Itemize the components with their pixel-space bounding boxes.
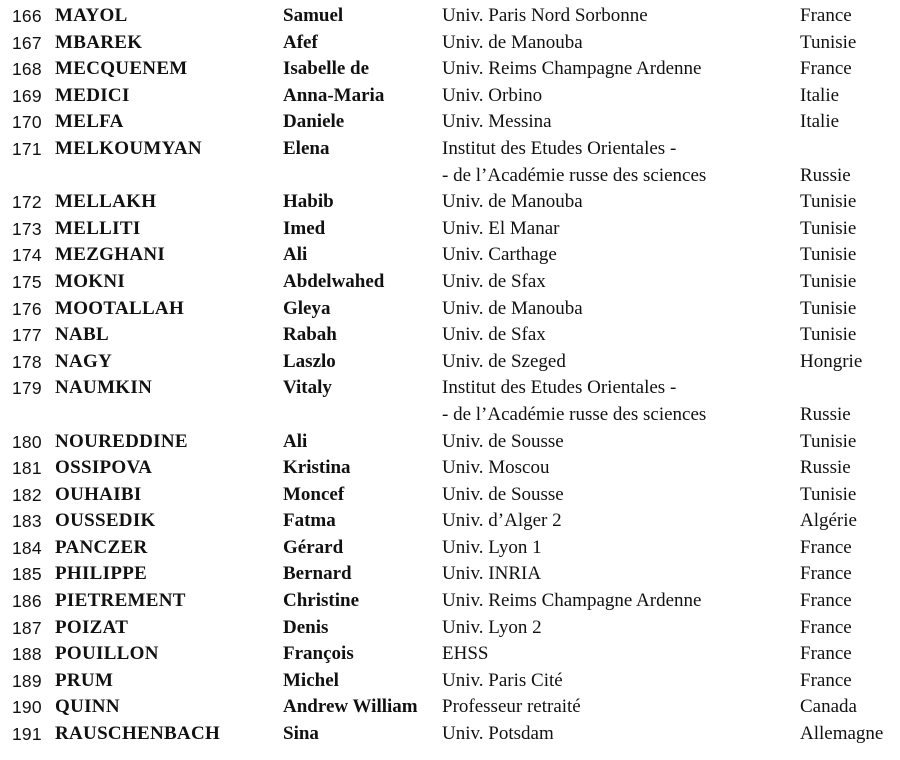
- surname: POUILLON: [55, 643, 159, 665]
- table-row: [0, 296, 900, 323]
- surname: MEZGHANI: [55, 244, 166, 266]
- table-row: [0, 163, 900, 190]
- institution: Univ. Potsdam: [442, 723, 554, 745]
- first-name: Fatma: [283, 510, 336, 532]
- first-name: Sina: [283, 723, 319, 745]
- country: Italie: [800, 111, 840, 133]
- surname: MELLITI: [55, 217, 141, 239]
- first-name: Ali: [283, 244, 308, 266]
- surname: NABL: [55, 324, 109, 346]
- table-row: [0, 694, 900, 721]
- surname: PANCZER: [55, 536, 148, 558]
- table-row: [0, 269, 900, 296]
- row-number: 168: [12, 59, 42, 80]
- first-name: Isabelle de: [283, 58, 370, 80]
- institution: Univ. Paris Nord Sorbonne: [442, 5, 648, 26]
- surname: OUHAIBI: [55, 483, 142, 505]
- row-number: 188: [12, 644, 42, 665]
- institution: Institut des Etudes Orientales -: [442, 137, 677, 159]
- row-number: 171: [12, 138, 42, 159]
- surname: POIZAT: [55, 616, 129, 638]
- institution: Univ. Lyon 1: [442, 536, 542, 558]
- surname: OSSIPOVA: [55, 457, 153, 479]
- row-number: 187: [12, 617, 42, 638]
- surname: PHILIPPE: [55, 563, 148, 585]
- table-row: [0, 508, 900, 535]
- country: Allemagne: [800, 723, 884, 745]
- row-number: 177: [12, 325, 42, 346]
- row-number: 191: [12, 724, 42, 745]
- surname: MBAREK: [55, 31, 143, 53]
- institution: Univ. El Manar: [442, 217, 560, 239]
- country: France: [800, 563, 852, 585]
- table-row: [0, 3, 900, 30]
- surname: OUSSEDIK: [55, 510, 156, 532]
- table-row: [0, 482, 900, 509]
- first-name: Anna-Maria: [283, 84, 385, 106]
- first-name: Bernard: [283, 563, 352, 585]
- table-row: [0, 349, 900, 376]
- country: Tunisie: [800, 244, 857, 266]
- surname: MECQUENEM: [55, 58, 188, 80]
- surname: MAYOL: [55, 5, 128, 26]
- table-row: [0, 429, 900, 456]
- institution: Univ. de Sfax: [442, 324, 546, 346]
- country: France: [800, 643, 852, 665]
- table-row: [0, 136, 900, 163]
- first-name: Vitaly: [283, 377, 332, 399]
- first-name: Ali: [283, 430, 308, 452]
- table-row: [0, 216, 900, 243]
- table-row: [0, 375, 900, 402]
- first-name: Afef: [283, 31, 318, 53]
- country: Russie: [800, 403, 851, 425]
- country: France: [800, 669, 852, 691]
- surname: NAGY: [55, 350, 113, 372]
- table-row: [0, 242, 900, 269]
- first-name: Denis: [283, 616, 329, 638]
- institution: Univ. Reims Champagne Ardenne: [442, 58, 702, 80]
- surname: QUINN: [55, 696, 120, 718]
- institution: Univ. de Sousse: [442, 483, 564, 505]
- first-name: Christine: [283, 590, 359, 612]
- table-row: [0, 322, 900, 349]
- row-number: 173: [12, 218, 42, 239]
- surname: RAUSCHENBACH: [55, 723, 221, 745]
- first-name: François: [283, 643, 354, 665]
- table-row: [0, 588, 900, 615]
- row-number: 190: [12, 697, 42, 718]
- first-name: Michel: [283, 669, 339, 691]
- country: Tunisie: [800, 270, 857, 292]
- table-row: [0, 30, 900, 57]
- row-number: 179: [12, 378, 42, 399]
- country: France: [800, 58, 852, 80]
- institution: Univ. de Manouba: [442, 297, 583, 319]
- country: Algérie: [800, 510, 857, 532]
- country: France: [800, 5, 852, 26]
- participant-list: [0, 3, 900, 748]
- country: Tunisie: [800, 191, 857, 213]
- row-number: 180: [12, 431, 42, 452]
- first-name: Gleya: [283, 297, 331, 319]
- country: Canada: [800, 696, 857, 718]
- country: Tunisie: [800, 297, 857, 319]
- first-name: Elena: [283, 137, 330, 159]
- institution: Univ. Orbino: [442, 84, 543, 106]
- country: Italie: [800, 84, 840, 106]
- country: Hongrie: [800, 350, 863, 372]
- institution: Univ. Reims Champagne Ardenne: [442, 590, 702, 612]
- first-name: Andrew William: [283, 696, 418, 718]
- institution: Univ. INRIA: [442, 563, 542, 585]
- institution: Univ. de Sfax: [442, 270, 546, 292]
- table-row: [0, 668, 900, 695]
- row-number: 174: [12, 245, 42, 266]
- first-name: Gérard: [283, 536, 344, 558]
- first-name: Moncef: [283, 483, 345, 505]
- first-name: Daniele: [283, 111, 345, 133]
- row-number: 182: [12, 484, 42, 505]
- institution: Univ. Lyon 2: [442, 616, 542, 638]
- row-number: 178: [12, 351, 42, 372]
- institution: Univ. Paris Cité: [442, 669, 563, 691]
- table-row: [0, 109, 900, 136]
- table-row: [0, 721, 900, 748]
- table-row: [0, 561, 900, 588]
- country: France: [800, 590, 852, 612]
- country: Tunisie: [800, 217, 857, 239]
- surname: MELLAKH: [55, 191, 157, 213]
- row-number: 170: [12, 112, 42, 133]
- first-name: Samuel: [283, 5, 344, 26]
- institution: Institut des Etudes Orientales -: [442, 377, 677, 399]
- table-row: [0, 535, 900, 562]
- row-number: 186: [12, 591, 42, 612]
- country: Tunisie: [800, 31, 857, 53]
- row-number: 189: [12, 670, 42, 691]
- institution: Univ. d’Alger 2: [442, 510, 562, 532]
- table-row: [0, 641, 900, 668]
- first-name: Rabah: [283, 324, 337, 346]
- institution: Univ. Moscou: [442, 457, 550, 479]
- first-name: Imed: [283, 217, 326, 239]
- country: Tunisie: [800, 430, 857, 452]
- row-number: 167: [12, 32, 42, 53]
- table-row: [0, 56, 900, 83]
- institution: Univ. de Sousse: [442, 430, 564, 452]
- surname: MELKOUMYAN: [55, 137, 202, 159]
- country: Tunisie: [800, 483, 857, 505]
- row-number: 183: [12, 511, 42, 532]
- row-number: 172: [12, 192, 42, 213]
- surname: MOKNI: [55, 270, 126, 292]
- row-number: 175: [12, 271, 42, 292]
- table-row: [0, 83, 900, 110]
- table-row: [0, 189, 900, 216]
- row-number: 169: [12, 85, 42, 106]
- first-name: Laszlo: [283, 350, 336, 372]
- row-number: 185: [12, 564, 42, 585]
- institution: Professeur retraité: [442, 696, 581, 718]
- first-name: Kristina: [283, 457, 351, 479]
- country: France: [800, 536, 852, 558]
- institution: EHSS: [442, 643, 489, 665]
- row-number: 181: [12, 458, 42, 479]
- surname: NAUMKIN: [55, 377, 153, 399]
- country: France: [800, 616, 852, 638]
- institution: Univ. de Manouba: [442, 191, 583, 213]
- surname: MELFA: [55, 111, 124, 133]
- institution: Univ. Messina: [442, 111, 552, 133]
- row-number: 176: [12, 298, 42, 319]
- surname: MOOTALLAH: [55, 297, 185, 319]
- institution: - de l’Académie russe des sciences: [442, 164, 707, 186]
- surname: MEDICI: [55, 84, 130, 106]
- table-row: [0, 455, 900, 482]
- institution: - de l’Académie russe des sciences: [442, 403, 707, 425]
- country: Russie: [800, 164, 851, 186]
- institution: Univ. de Manouba: [442, 31, 583, 53]
- country: Tunisie: [800, 324, 857, 346]
- surname: PRUM: [55, 669, 114, 691]
- surname: PIETREMENT: [55, 590, 186, 612]
- surname: NOUREDDINE: [55, 430, 188, 452]
- institution: Univ. de Szeged: [442, 350, 566, 372]
- row-number: 184: [12, 537, 42, 558]
- first-name: Abdelwahed: [283, 270, 385, 292]
- country: Russie: [800, 457, 851, 479]
- row-number: 166: [12, 6, 42, 26]
- table-row: [0, 615, 900, 642]
- institution: Univ. Carthage: [442, 244, 557, 266]
- first-name: Habib: [283, 191, 334, 213]
- table-row: [0, 402, 900, 429]
